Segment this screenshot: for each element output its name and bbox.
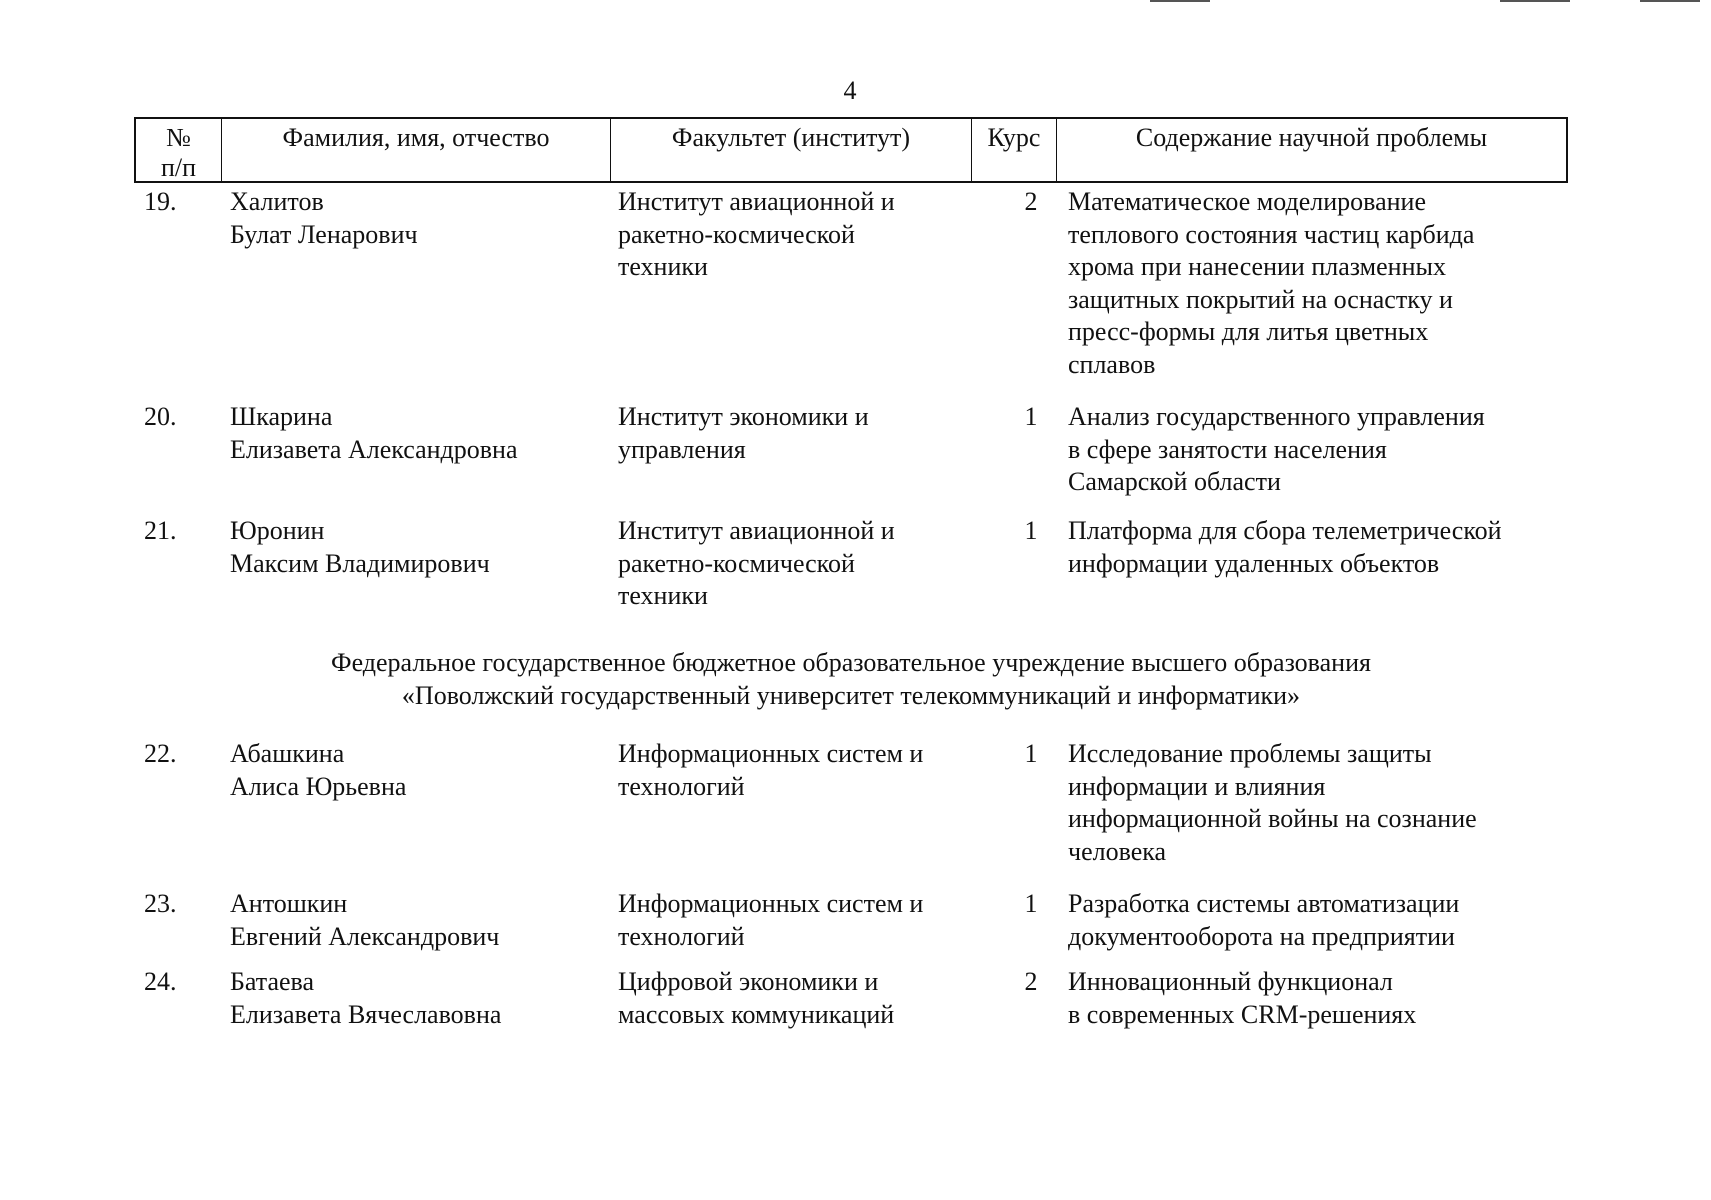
row-full-name: Антошкин Евгений Александрович [230, 889, 500, 951]
organization-heading [134, 646, 1568, 712]
row-full-name: Юронин Максим Владимирович [230, 516, 490, 578]
row-faculty: Институт экономики и управления [618, 402, 869, 464]
row-problem: Исследование проблемы защиты информации и влияния информационной войны на сознание человека [1068, 739, 1477, 866]
row-full-name: Батаева Елизавета Вячеславовна [230, 967, 502, 1029]
row-course: 1 [1024, 516, 1038, 545]
row-faculty: Институт авиационной и ракетно-космической техники [618, 187, 895, 281]
row-faculty: Информационных систем и технологий [618, 739, 924, 801]
row-full-name: Абашкина Алиса Юрьевна [230, 739, 407, 801]
row-faculty: Институт авиационной и ракетно-космической техники [618, 516, 895, 610]
page-number: 4 [843, 76, 857, 105]
row-faculty: Информационных систем и технологий [618, 889, 924, 951]
header-number: № п/п [136, 119, 222, 181]
row-problem: Разработка системы автоматизации документооборота на предприятии [1068, 889, 1460, 951]
row-problem: Анализ государственного управления в сфере занятости населения Самарской области [1068, 402, 1485, 496]
row-course: 2 [1024, 967, 1038, 996]
scan-artifact [1640, 0, 1700, 2]
row-full-name: Халитов Булат Ленарович [230, 187, 418, 249]
row-faculty: Цифровой экономики и массовых коммуникаций [618, 967, 895, 1029]
row-full-name: Шкарина Елизавета Александровна [230, 402, 518, 464]
organization-type: Федеральное государственное бюджетное образовательное учреждение высшего образования [331, 648, 1371, 677]
row-course: 1 [1024, 739, 1038, 768]
scan-artifact [1500, 0, 1570, 2]
header-problem: Содержание научной проблемы [1135, 123, 1488, 152]
row-number: 21. [144, 516, 177, 545]
table-header [134, 117, 1568, 183]
row-problem: Инновационный функционал в современных CRM-решениях [1068, 967, 1417, 1029]
header-full-name: Фамилия, имя, отчество [222, 119, 611, 181]
row-course: 2 [1024, 187, 1038, 216]
row-number: 24. [144, 967, 177, 996]
row-problem: Математическое моделирование теплового состояния частиц карбида хрома при нанесении плазменных защитных покрытий на оснастку и пресс-формы для литья цветных сплавов [1068, 187, 1475, 379]
header-faculty: Факультет (институт) [611, 119, 972, 181]
organization-name: «Поволжский государственный университет телекоммуникаций и информатики» [401, 681, 1301, 710]
row-number: 22. [144, 739, 177, 768]
row-course: 1 [1024, 889, 1038, 918]
row-course: 1 [1024, 402, 1038, 431]
row-problem: Платформа для сбора телеметрической информации удаленных объектов [1068, 516, 1502, 578]
row-number: 20. [144, 402, 177, 431]
header-course: Курс [972, 119, 1057, 181]
row-number: 23. [144, 889, 177, 918]
row-number: 19. [144, 187, 177, 216]
scan-artifact [1150, 0, 1210, 2]
